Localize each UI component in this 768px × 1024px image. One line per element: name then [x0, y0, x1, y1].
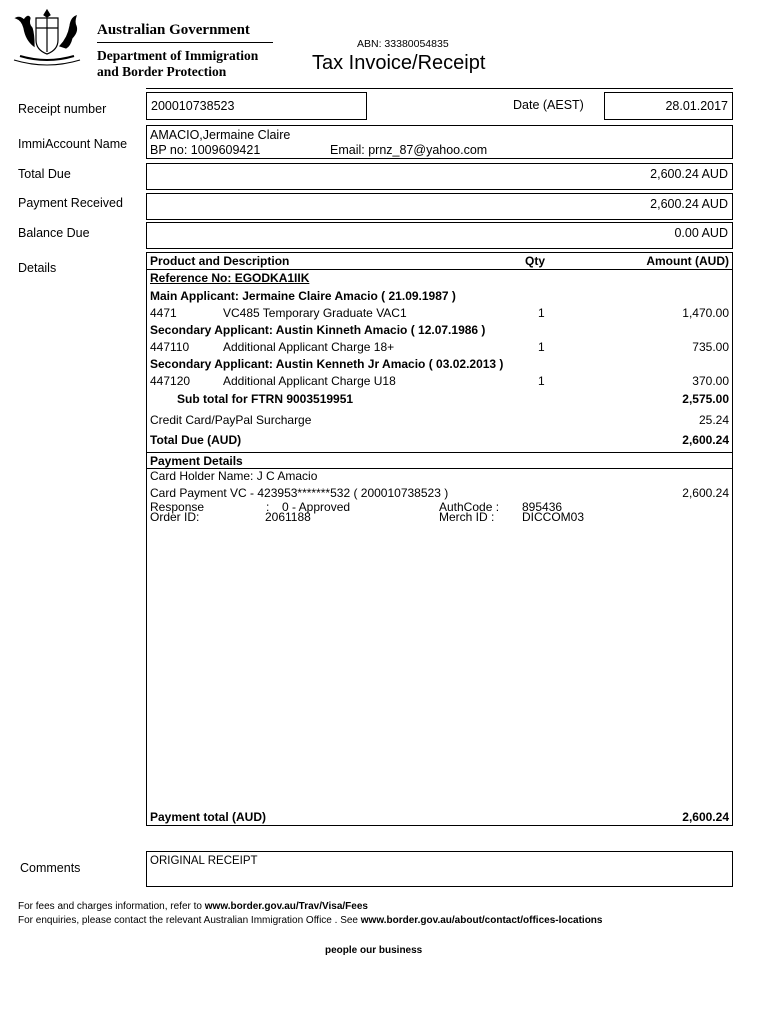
comments-box	[146, 851, 733, 887]
line-item-code: 447120	[150, 374, 191, 388]
card-holder-row	[150, 469, 729, 485]
date-box	[604, 92, 733, 120]
fees-line	[18, 901, 368, 912]
card-payment-amount: 2,600.24	[682, 486, 729, 500]
details-header-row	[150, 254, 729, 270]
col-product: Product and Description	[150, 254, 290, 268]
total-due-aud-value: 2,600.24	[682, 433, 729, 447]
tagline: people our business	[325, 945, 423, 956]
total-due-aud-label: Total Due (AUD)	[150, 433, 242, 447]
gov-title: Australian Government	[97, 22, 250, 38]
line-item-amount: 370.00	[692, 374, 729, 388]
details-header-rule	[146, 269, 733, 270]
main-applicant-row	[150, 289, 729, 305]
response-value: 0 - Approved	[282, 500, 351, 514]
total-due-value: 2,600.24 AUD	[650, 167, 728, 181]
abn: ABN: 33380054835	[357, 38, 449, 50]
subtotal-label: Sub total for FTRN 9003519951	[177, 392, 354, 406]
line-item-code: 447110	[150, 340, 190, 354]
line-item-amount: 1,470.00	[682, 306, 729, 320]
total-due-box	[146, 163, 733, 190]
balance-due-box	[146, 222, 733, 249]
email: Email: prnz_87@yahoo.com	[330, 143, 488, 157]
response-colon: :	[266, 500, 270, 514]
card-payment: Card Payment VC - 423953*******532 ( 200010738523 )	[150, 486, 449, 500]
order-row	[150, 510, 729, 526]
balance-due-value: 0.00 AUD	[674, 226, 728, 240]
total-due-label: Total Due	[18, 167, 71, 181]
col-qty: Qty	[525, 254, 546, 268]
auth-code-label: AuthCode :	[439, 500, 500, 514]
payment-received-value: 2,600.24 AUD	[650, 197, 728, 211]
subtotal-row	[150, 392, 729, 408]
payment-received-label: Payment Received	[18, 196, 123, 210]
line-item-amount: 735.00	[692, 340, 729, 354]
line-item-desc: Additional Applicant Charge 18+	[223, 340, 395, 354]
col-amount: Amount (AUD)	[646, 254, 729, 268]
line-item-qty: 1	[538, 340, 545, 354]
doc-title: Tax Invoice/Receipt	[312, 52, 486, 74]
line-item-desc: Additional Applicant Charge U18	[223, 374, 396, 388]
payment-total-value: 2,600.24	[682, 810, 729, 824]
immi-account-label: ImmiAccount Name	[18, 137, 128, 151]
merch-id-value: DICCOM03	[522, 510, 585, 524]
date-label: Date (AEST)	[513, 98, 584, 112]
dept-line-1: Department of Immigration	[97, 48, 259, 63]
auth-code-value: 895436	[522, 500, 563, 514]
header-bottom-rule	[146, 88, 733, 89]
header-rule	[97, 42, 273, 43]
date-value: 28.01.2017	[665, 99, 728, 113]
receipt-number-value: 200010738523	[151, 99, 235, 113]
reference-no: Reference No: EGODKA1IIK	[150, 271, 310, 285]
immi-account-name: AMACIO,Jermaine Claire	[150, 128, 291, 142]
immi-account-box	[146, 125, 733, 159]
comments-value: ORIGINAL RECEIPT	[150, 855, 258, 867]
receipt-number-label: Receipt number	[18, 102, 107, 116]
enquiries-line	[18, 915, 602, 926]
line-item-qty: 1	[538, 306, 545, 320]
fees-link[interactable]: www.border.gov.au/Trav/Visa/Fees	[204, 901, 368, 912]
surcharge-label: Credit Card/PayPal Surcharge	[150, 413, 312, 427]
subtotal-value: 2,575.00	[682, 392, 729, 406]
payment-section-rule	[146, 452, 733, 453]
response-label: Response	[150, 500, 205, 514]
details-label: Details	[18, 261, 57, 275]
bp-number: BP no: 1009609421	[150, 143, 261, 157]
line-item-desc: VC485 Temporary Graduate VAC1	[223, 306, 407, 320]
reference-row	[150, 271, 729, 287]
payment-total-label: Payment total (AUD)	[150, 810, 267, 824]
secondary-applicant-row	[150, 323, 729, 339]
surcharge-value: 25.24	[698, 413, 729, 427]
merch-id-label: Merch ID :	[439, 510, 495, 524]
enquiries-link[interactable]: www.border.gov.au/about/contact/offices-locations	[360, 915, 603, 926]
secondary-applicant-2: Secondary Applicant: Austin Kenneth Jr Amacio ( 03.02.2013 )	[150, 357, 504, 371]
payment-total-row	[150, 810, 729, 826]
fees-prefix: For fees and charges information, refer to	[18, 901, 205, 912]
total-due-aud-row	[150, 433, 729, 449]
line-item-qty: 1	[538, 374, 545, 388]
secondary-applicant-1: Secondary Applicant: Austin Kinneth Amacio ( 12.07.1986 )	[150, 323, 486, 337]
comments-label: Comments	[20, 861, 81, 875]
line-item-row	[150, 340, 729, 356]
card-holder: Card Holder Name: J C Amacio	[150, 469, 318, 483]
order-id-value: 2061188	[265, 510, 311, 524]
payment-received-box	[146, 193, 733, 220]
receipt-number-box	[146, 92, 367, 120]
coat-of-arms-logo	[6, 6, 88, 70]
enquiries-prefix: For enquiries, please contact the relevant Australian Immigration Office . See	[18, 915, 361, 926]
line-item-row	[150, 374, 729, 390]
secondary-applicant-row	[150, 357, 729, 373]
dept-line-2: and Border Protection	[97, 64, 227, 79]
line-item-row	[150, 306, 729, 322]
line-item-code: 4471	[150, 306, 177, 320]
payment-details-heading: Payment Details	[150, 454, 243, 468]
order-id-label: Order ID:	[150, 510, 200, 524]
main-applicant: Main Applicant: Jermaine Claire Amacio ( 21.09.1987 )	[150, 289, 456, 303]
balance-due-label: Balance Due	[18, 226, 90, 240]
surcharge-row	[150, 413, 729, 429]
